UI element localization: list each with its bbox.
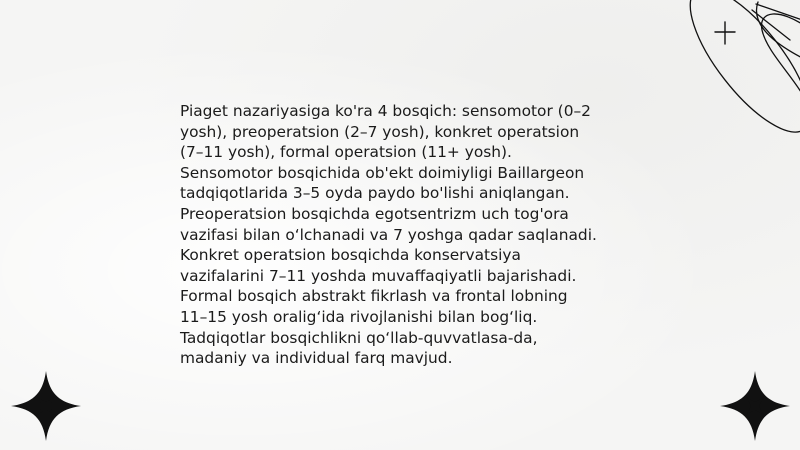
sparkle-icon xyxy=(715,22,735,44)
body-line: vazifasi bilan o‘lchanadi va 7 yoshga qadar saqlanadi. xyxy=(180,225,597,244)
body-line: Tadqiqotlar bosqichlikni qo‘llab-quvvatlasa-da, xyxy=(180,328,538,347)
body-line: Konkret operatsion bosqichda konservatsiya xyxy=(180,246,521,265)
body-line: madaniy va individual farq mavjud. xyxy=(180,349,453,368)
body-line: Preoperatsion bosqichda egotsentrizm uch tog'ora xyxy=(180,204,569,223)
body-paragraph xyxy=(180,101,630,369)
star-icon-bottom-left xyxy=(11,371,81,441)
body-line: Formal bosqich abstrakt fikrlash va frontal lobning xyxy=(180,287,568,306)
body-line: Piaget nazariyasiga ko'ra 4 bosqich: sensomotor (0–2 xyxy=(180,102,591,120)
body-line: yosh), preoperatsion (2–7 yosh), konkret operatsion xyxy=(180,122,580,141)
body-line: (7–11 yosh), formal operatsion (11+ yosh). xyxy=(180,143,512,162)
star-icon-bottom-right xyxy=(720,371,790,441)
body-line: tadqiqotlarida 3–5 oyda paydo bo'lishi aniqlangan. xyxy=(180,184,570,203)
body-line: 11–15 yosh oralig‘ida rivojlanishi bilan bog‘liq. xyxy=(180,307,538,326)
orbit-rings-icon xyxy=(640,0,800,150)
body-line: Sensomotor bosqichida ob'ekt doimiyligi Baillargeon xyxy=(180,163,585,182)
body-line: vazifalarini 7–11 yoshda muvaffaqiyatli bajarishadi. xyxy=(180,266,577,285)
